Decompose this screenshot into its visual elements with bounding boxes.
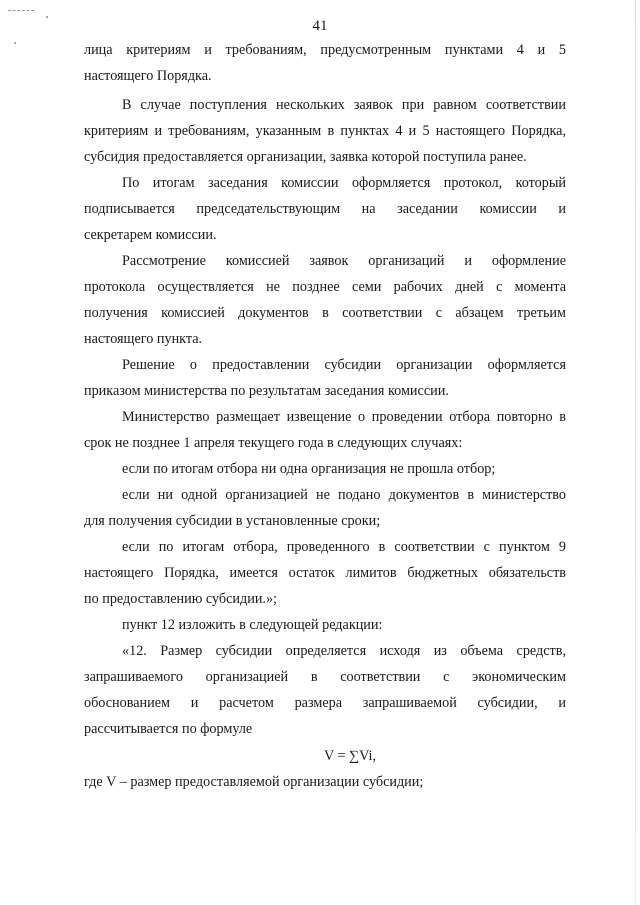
text-line: для получения субсидии в установленные сроки;	[84, 513, 381, 529]
text-line: лица критериям и требованиям, предусмотренным пунктами 4 и 5	[84, 42, 566, 58]
text-line: где V – размер предоставляемой организации субсидии;	[84, 774, 424, 790]
paragraph-first-line: По итогам заседания комиссии оформляется протокол, который	[122, 175, 566, 191]
text-line: подписывается председательствующим на заседании комиссии и	[84, 201, 566, 217]
list-item: если по итогам отбора, проведенного в соответствии с пунктом 9	[122, 539, 566, 555]
paragraph-first-line: пункт 12 изложить в следующей редакции:	[122, 617, 383, 633]
text-line: настоящего пункта.	[84, 331, 203, 347]
text-line: рассчитывается по формуле	[84, 721, 253, 737]
text-line: протокола осуществляется не позднее семи рабочих дней с момента	[84, 279, 566, 295]
text-line: по предоставлению субсидии.»;	[84, 591, 277, 607]
scan-speck	[14, 42, 16, 44]
paragraph-first-line: Решение о предоставлении субсидии организации оформляется	[122, 357, 566, 373]
text-line: обоснованием и расчетом размера запрашиваемой субсидии, и	[84, 695, 566, 711]
paragraph-first-line: Министерство размещает извещение о проведении отбора повторно в	[122, 409, 566, 425]
text-line: настоящего Порядка, имеется остаток лимитов бюджетных обязательств	[84, 565, 566, 581]
formula: V = ∑Vi,	[323, 748, 377, 764]
text-line: получения комиссией документов в соответствии с абзацем третьим	[84, 305, 566, 321]
scan-edge-shadow	[635, 0, 636, 905]
scan-edge-mark	[8, 10, 34, 12]
text-line: настоящего Порядка.	[84, 68, 212, 84]
text-line: запрашиваемого организацией в соответствии с экономическим	[84, 669, 566, 685]
text-line: критериям и требованиям, указанным в пунктах 4 и 5 настоящего Порядка,	[84, 123, 566, 139]
paragraph-first-line: В случае поступления нескольких заявок при равном соответствии	[122, 97, 566, 113]
list-item: если ни одной организацией не подано документов в министерство	[122, 487, 566, 503]
text-line: субсидия предоставляется организации, заявка которой поступила ранее.	[84, 149, 527, 165]
text-line: секретарем комиссии.	[84, 227, 217, 243]
text-line: приказом министерства по результатам заседания комиссии.	[84, 383, 449, 399]
paragraph-first-line: «12. Размер субсидии определяется исходя из объема средств,	[122, 643, 566, 659]
text-line: срок не позднее 1 апреля текущего года в следующих случаях:	[84, 435, 463, 451]
page-number: 41	[312, 18, 328, 34]
list-item: если по итогам отбора ни одна организация не прошла отбор;	[122, 461, 496, 477]
paragraph-first-line: Рассмотрение комиссией заявок организаций и оформление	[122, 253, 566, 269]
